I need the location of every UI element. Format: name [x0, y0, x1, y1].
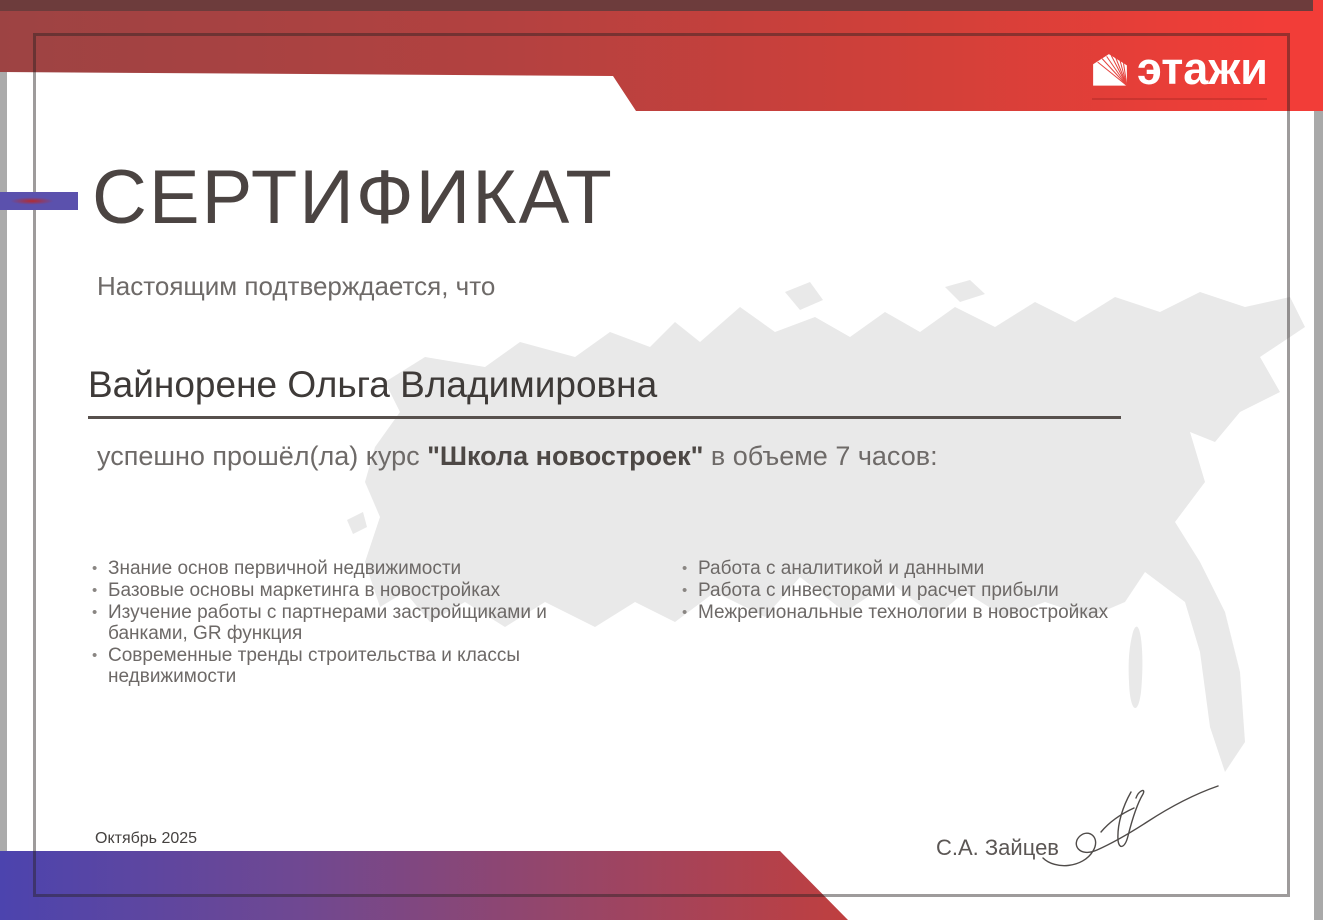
topic-item [92, 580, 562, 601]
topic-text: Знание основ первичной недвижимости [108, 558, 462, 579]
topic-item [682, 602, 1212, 623]
top-maroon-strip [0, 0, 1313, 11]
topic-item [682, 558, 1212, 579]
topic-text: Базовые основы маркетинга в новостройках [108, 580, 501, 601]
topic-text: Работа с инвесторами и расчет прибыли [698, 580, 1059, 601]
topics-right-column [682, 558, 1212, 624]
course-line [97, 441, 938, 472]
recipient-name: Вайнорене Ольга Владимировна [88, 364, 658, 405]
topic-text: Современные тренды строительства и классы недвижимости [108, 645, 520, 687]
logo-underline [1092, 98, 1267, 100]
bullet-icon: • [92, 604, 98, 621]
bullet-icon: • [92, 560, 98, 577]
signer-name: С.А. Зайцев [936, 835, 1059, 860]
signature-icon [1035, 778, 1225, 873]
intro-text: Настоящим подтверждается, что [97, 271, 496, 301]
topics-left-column [92, 558, 562, 688]
course-suffix: в объеме 7 часов: [703, 441, 938, 471]
topic-text: Межрегиональные технологии в новостройках [698, 602, 1109, 623]
brand-logo [1092, 43, 1268, 94]
bullet-icon: • [682, 560, 688, 577]
recipient-underline [88, 416, 1121, 419]
issue-date: Октябрь 2025 [95, 830, 198, 847]
course-name: "Школа новостроек" [427, 441, 704, 471]
bullet-icon: • [682, 604, 688, 621]
purple-accent-bar [0, 192, 78, 210]
etazhi-building-icon [1092, 53, 1128, 89]
topic-text: Изучение работы с партнерами застройщиками и банками, GR функция [108, 602, 547, 644]
certificate-title: СЕРТИФИКАТ [92, 155, 614, 240]
bullet-icon: • [92, 647, 98, 664]
bullet-icon: • [92, 582, 98, 599]
brand-logo-text: этажи [1137, 43, 1268, 94]
left-edge-strip [0, 0, 7, 920]
topic-item [92, 602, 562, 644]
bullet-icon: • [682, 582, 688, 599]
topic-text: Работа с аналитикой и данными [698, 558, 985, 579]
course-prefix: успешно прошёл(ла) курс [97, 441, 428, 471]
topic-item [92, 645, 562, 687]
topic-item [92, 558, 562, 579]
topic-item [682, 580, 1212, 601]
